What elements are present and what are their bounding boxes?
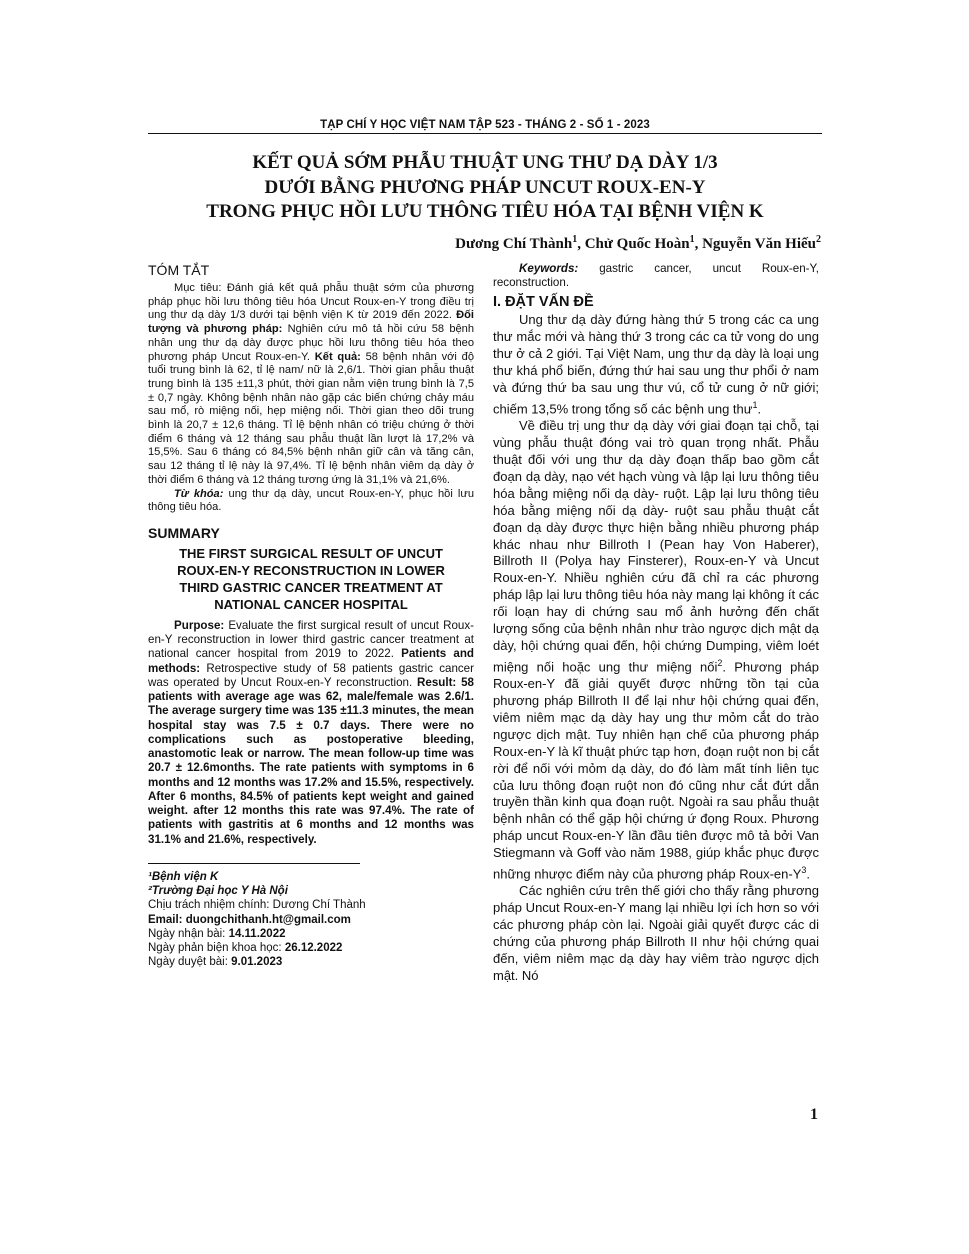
left-column [148,262,474,969]
right-column [493,262,819,985]
affiliation-2: ²Trường Đại học Y Hà Nội [148,885,288,898]
summary-heading: SUMMARY [148,524,220,541]
purpose-label: Purpose: [174,618,225,632]
intro-paragraph-3: Các nghiên cứu trên thế giới cho thấy rằng phương pháp Uncut Roux-en-Y mang lại nhiều lợi ích hơn so với các phương pháp còn lại. Ngoài giải quyết được các di chứng của phương pháp Billroth II như hội chứng quai đến, viêm niêm mạc dạ dày hay viêm trào ngược dịch mật. Nó [493,883,819,983]
purpose-text: Evaluate the first surgical result of uncut Roux-en-Y reconstruction in lower third gastric cancer treatment at national cancer hospital from 2019 to 2022. [148,618,474,661]
methods-label: Đối tượng và phương pháp: [148,309,474,336]
intro-heading: I. ĐẶT VẤN ĐỀ [493,294,594,311]
author-name: , Chử Quốc Hoàn [577,236,690,252]
affiliation-1: ¹Bệnh viện K [148,870,219,883]
keywords-en-text: gastric cancer, uncut Roux-en-Y, reconstruction. [493,262,819,290]
patients-methods-label: Patients and methods: [148,647,474,675]
title-line-3: TRONG PHỤC HỒI LƯU THÔNG TIÊU HÓA TẠI BỆNH VIỆN K [206,201,764,222]
intro-paragraph-2: Về điều trị ung thư dạ dày với giai đoạn tại chỗ, tại vùng phẫu thuật đóng vai trò quan trọng nhất. Phẫu thuật đối với ung thư dạ dày đoạn thấp bao gồm cắt đoạn dạ dày, nạo vét hạch vùng và lập lại lưu thông tiêu hóa bằng miệng nối dạ dày- ruột. Lập lại lưu thông tiêu hóa bằng miệng nối dạ dày- ruột sau phẫu thuật cắt đoạn dạ dày được thực hiện bằng nhiều phương pháp khác nhau như Billroth I (Pean hay Von Haberer), Billroth II (Polya hay Finsterer), Roux-en-Y và Uncut Roux-en-Y. Nhiều nghiên cứu đã chỉ ra các phương pháp lập lại lưu thông tiêu hóa này mang lại không ít các rối loạn hay di chứng sau mổ ảnh hưởng đến chất lượng sống của bệnh nhân như trào ngược dịch mật dạ dày, hội chứng quai đến, hội chứng Dumping, viêm loét miệng nối hoặc ung thư miệng nối$^2$. Phương pháp Roux-en-Y đã giải quyết được những tồn tại của phương pháp Billroth II để lại như hội chứng quai đến, viêm niêm mạc dạ dày hay ung thư mỏm cắt do trào ngược dịch mật. Tuy nhiên hạn chế của phương pháp Roux-en-Y là kĩ thuật phức tạp hơn, đoạn ruột non bị cắt rời để nối với mỏm dạ dày, do đó làm mất tính liên tục của lưu thông đoạn ruột non đó cũng như cắt đứt dẫn truyền thần kinh qua đoạn ruột. Ngoài ra sau phẫu thuật bệnh nhân có thể gặp hội chứng ứ đọng Roux. Phương pháp uncut Roux-en-Y lần đầu tiên được mô tả bởi Van Stiegmann và Goff vào năm 1988, giúp khắc phục được những nhược điểm này của phương pháp Roux-$en-Y^3$. [493,418,820,882]
keywords-vi-label: Từ khóa: [174,487,224,500]
patients-methods-text: Retrospective study of 58 patients gastric cancer was operated by Uncut Roux-en-Y reconstruction. [148,661,474,689]
corresponding-author: Chịu trách nhiệm chính: Dương Chí Thành [148,899,366,912]
author-affiliation-mark: 1 [689,234,695,245]
abstract-body [148,282,474,488]
article-title [148,151,822,225]
page-number: 1 [810,1106,818,1123]
keywords-en [493,262,819,290]
result-text: 58 patients with average age was 62, male/female was 2.6/1. The average surgery time was 135 ±11.3 minutes, the mean hospital stay was 7.5 ± 0.7 days. There were no complications such as postoperative bleeding, anastomotic leak or narrow. The mean follow-up time was 20.7 ± 12.6months. The rate patients with symptoms in 6 months and 12 months was 17.2% and 15.5%, respectively. After 6 months, 84.5% of patients kept weight and gained weight. after 12 months this rate was 97.4%. The rate of patients with gastritis at 6 months and 12 months was 31.1% and 21.6%, respectively. [148,675,474,846]
title-line-2: DƯỚI BẰNG PHƯƠNG PHÁP UNCUT ROUX-EN-Y [264,176,706,198]
objective-text: Đánh giá kết quả phẫu thuật sớm của phương pháp phục hồi lưu thông tiêu hóa Uncut Roux-en-Y trong điều trị ung thư dạ dày 1/3 dưới tại bệnh viện K từ 2019 đến 2022. [148,282,474,322]
keywords-en-label: Keywords: [519,262,579,275]
methods-text: Nghiên cứu mô tả hồi cứu 58 bệnh nhân ung thư dạ dày được phục hồi lưu thông tiêu hóa theo phương pháp Uncut Roux-en-Y. [148,323,474,363]
date-accepted: Ngày duyệt bài: 9.01.2023 [148,956,283,969]
summary-title-line-2: ROUX-EN-Y RECONSTRUCTION IN LOWER [177,562,445,578]
summary-title-line-1: THE FIRST SURGICAL RESULT OF UNCUT [179,545,443,561]
date-reviewed: Ngày phản biện khoa học: 26.12.2022 [148,941,343,954]
summary-title-line-4: NATIONAL CANCER HOSPITAL [214,596,408,612]
author-list [455,234,821,253]
author-name: , Nguyễn Văn Hiếu [694,236,816,252]
author-affiliation-mark: 1 [572,234,578,245]
title-line-1: KẾT QUẢ SỚM PHẪU THUẬT UNG THƯ DẠ DÀY 1/3 [252,152,718,173]
result-label: Result: [417,675,457,689]
results-label: Kết quả: [314,350,361,363]
journal-header: TẠP CHÍ Y HỌC VIỆT NAM TẬP 523 - THÁNG 2 - SỐ 1 - 2023 [320,119,650,131]
intro-paragraph-1: Ung thư dạ dày đứng hàng thứ 5 trong các ca ung thư mắc mới và hàng thứ 3 trong các ca tử vong do ung thư ở cả 2 giới. Tại Việt Nam, ung thư dạ dày là loại ung thư khá phổ biến, đứng thứ hai sau ung thư phổi ở nam và đứng thứ ba sau ung thư vú, cổ tử cung ở nữ giới; chiếm 13,5% trong tổng số các bệnh ung thư$^1$. [493,312,819,417]
summary-title [148,545,474,613]
keywords-vi [148,488,474,515]
abstract-heading: TÓM TẮT [148,262,210,278]
date-received: Ngày nhận bài: 14.11.2022 [148,927,286,940]
email: Email: duongchithanh.ht@gmail.com [148,913,351,926]
author-affiliation-mark: 2 [816,234,821,245]
keywords-vi-text: ung thư dạ dày, uncut Roux-en-Y, phục hồi lưu thông tiêu hóa. [148,487,474,514]
summary-title-line-3: THIRD GASTRIC CANCER TREATMENT AT [179,579,443,595]
header-rule [148,133,822,134]
footnote-rule [148,863,360,864]
results-text: 58 bệnh nhân với độ tuổi trung bình là 62, tỉ lệ nam/ nữ là 2,6/1. Thời gian phẫu thuật trung bình là 135 ±11,3 phút, thời gian nằm viện trung bình là 7,5 ± 0,7 ngày. Không bệnh nhân nào gặp các biến chứng chảy máu sau mổ, rò miệng nối, hẹp miệng nối. Thời gian theo dõi trung bình là 20,7 ± 12,6 tháng. Tỉ lệ bệnh nhân có triệu chứng ở thời điểm 6 tháng và 12 tháng sau phẫu thuật lần lượt là 17,2% và 15,5%. Sau 6 tháng có 84,5% bệnh nhân giữ cân và tăng cân, sau 12 tháng tỉ lệ này là 97,4%. Tỉ lệ bệnh nhân viêm dạ dày ở thời điểm 6 tháng và 12 tháng tương ứng là 31,1% và 21,6%. [148,350,474,486]
objective-label: Mục tiêu: [174,282,222,294]
author-name: Dương Chí Thành [455,236,573,252]
summary-body [148,619,474,847]
